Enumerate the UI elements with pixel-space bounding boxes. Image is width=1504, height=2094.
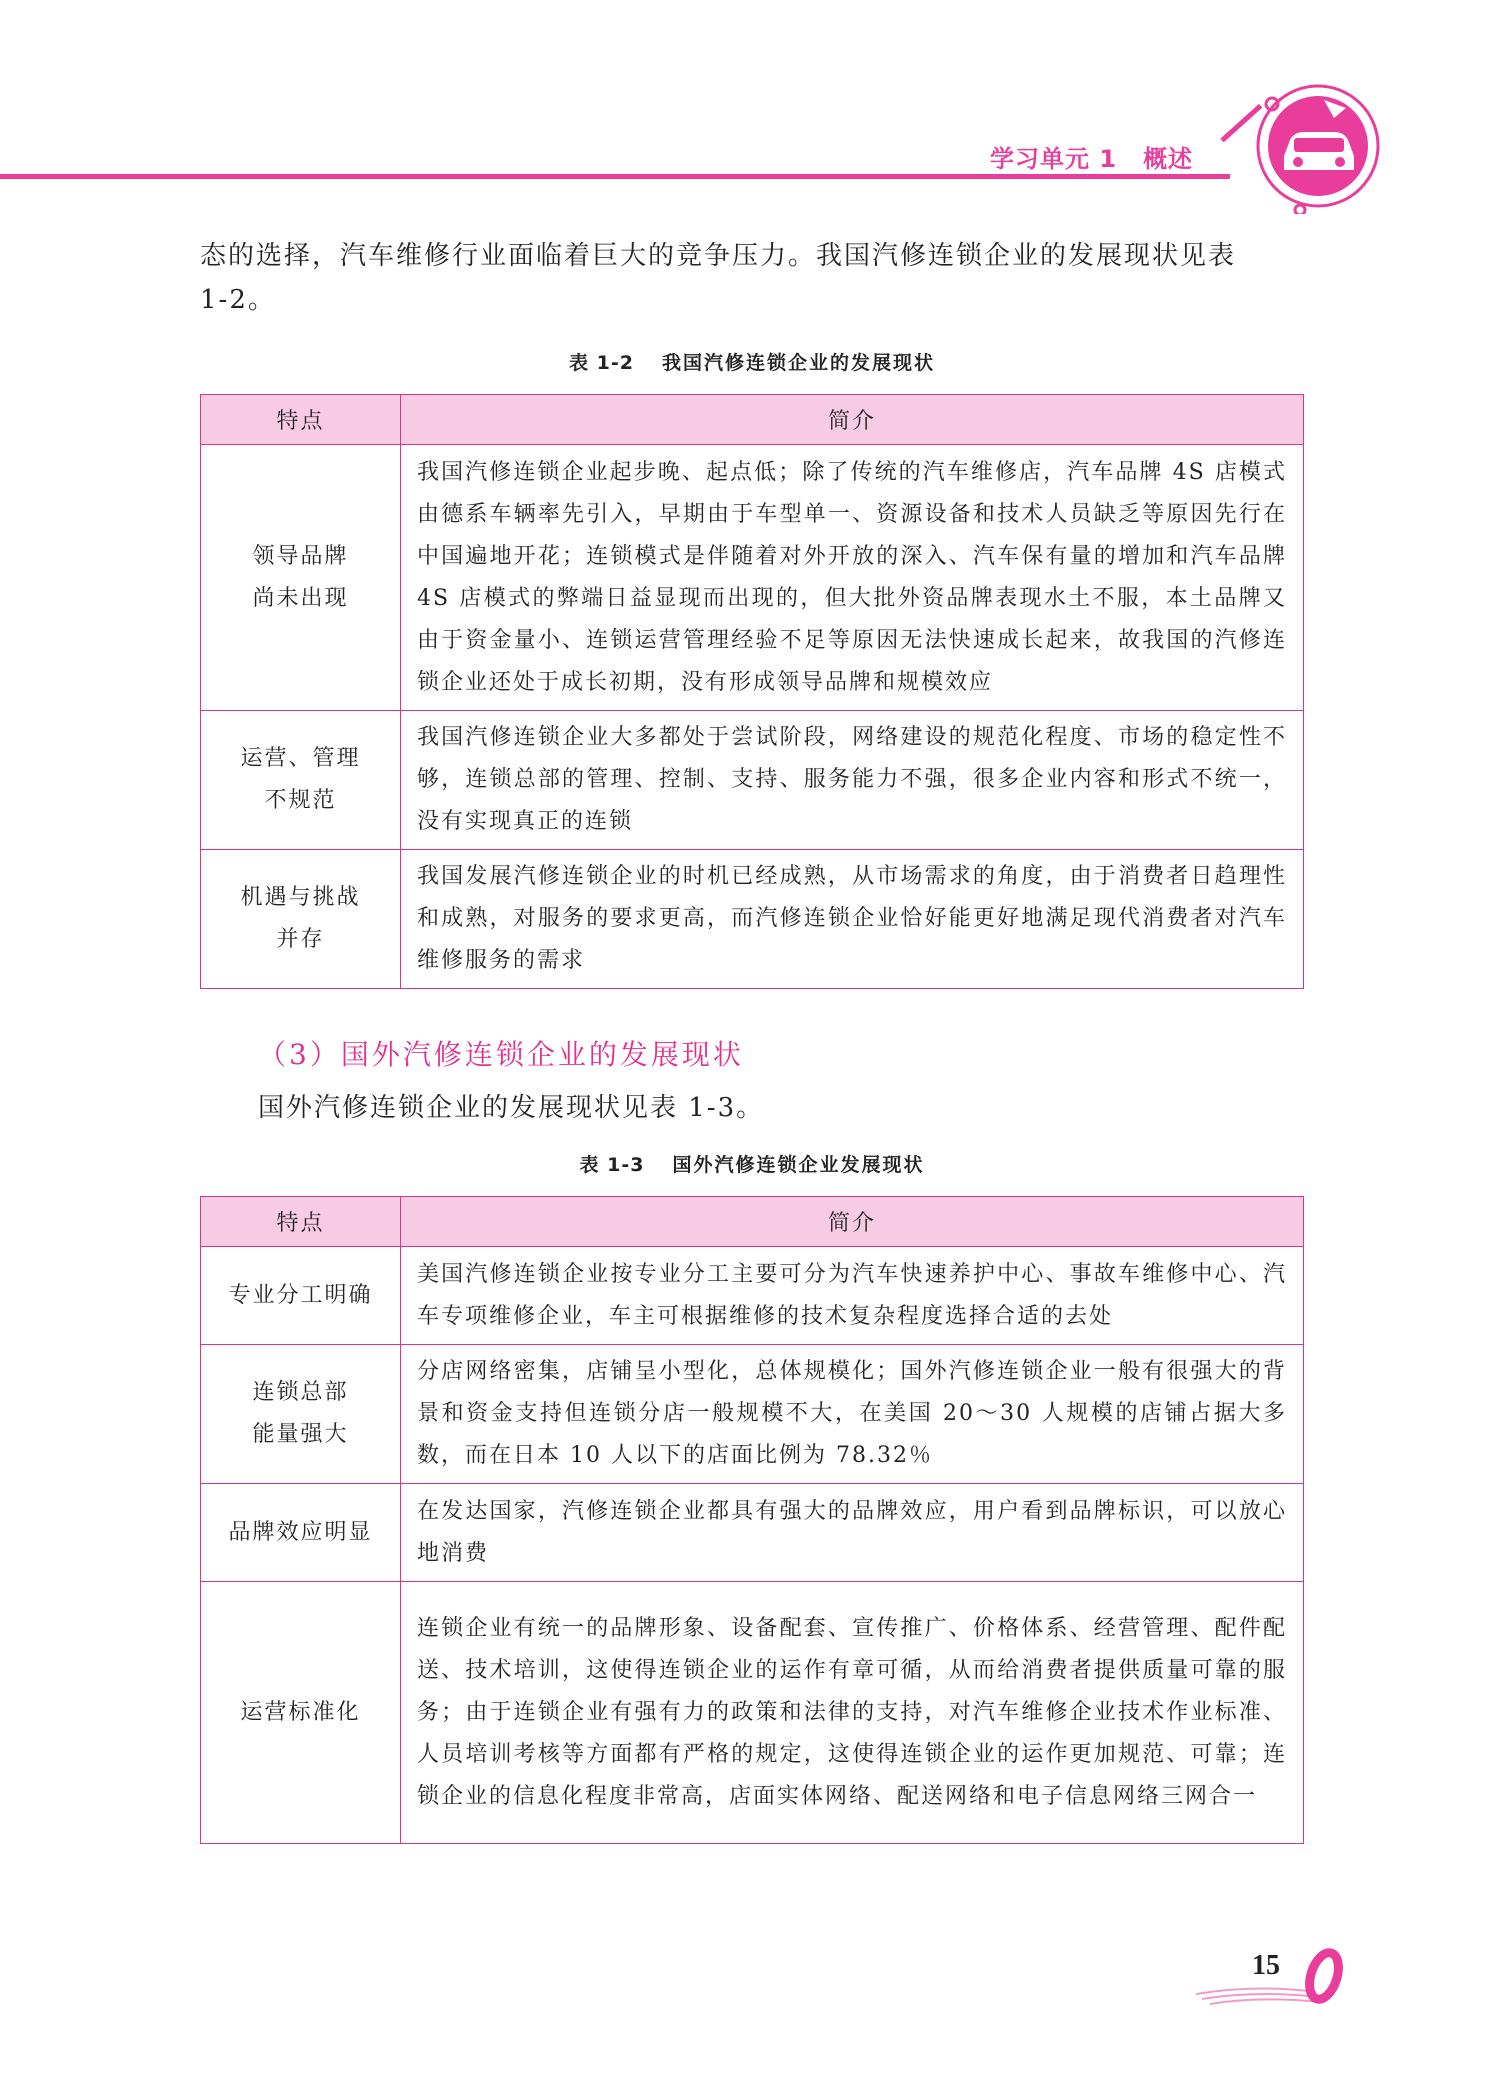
intro-line-1: 态的选择，汽车维修行业面临着巨大的竞争压力。我国汽修连锁企业的发展现状见表	[200, 241, 1237, 271]
description-cell: 连锁企业有统一的品牌形象、设备配套、宣传推广、价格体系、经营管理、配件配送、技术培训，这使得连锁企业的运作有章可循，从而给消费者提供质量可靠的服务；由于连锁企业有强有力的政策和法律的支持，对汽车维修企业技术作业标准、人员培训考核等方面都有严格的规定，这使得连锁企业的运作更加规范、可靠；连锁企业的信息化程度非常高，店面实体网络、配送网络和电子信息网络三网合一	[401, 1582, 1304, 1844]
table-2-caption	[0, 1150, 1504, 1177]
table-1	[200, 394, 1304, 989]
feature-cell	[201, 1345, 401, 1484]
feature-line: 品牌效应明显	[228, 1519, 373, 1545]
header-feature: 特点	[201, 1197, 401, 1247]
feature-line: 能量强大	[252, 1422, 349, 1447]
feature-cell	[201, 711, 401, 850]
section-paragraph: 国外汽修连锁企业的发展现状见表 1-3。	[258, 1093, 765, 1123]
feature-line: 运营、管理	[240, 746, 361, 771]
feature-line: 并存	[276, 927, 325, 952]
table-row	[201, 445, 1304, 711]
description-cell: 美国汽修连锁企业按专业分工主要可分为汽车快速养护中心、事故车维修中心、汽车专项维修企业，车主可根据维修的技术复杂程度选择合适的去处	[401, 1247, 1304, 1345]
feature-line: 连锁总部	[252, 1380, 349, 1405]
table-row	[201, 1247, 1304, 1345]
feature-cell	[201, 445, 401, 711]
feature-line: 不规范	[264, 788, 337, 813]
feature-cell	[201, 1484, 401, 1582]
description-cell: 我国发展汽修连锁企业的时机已经成熟，从市场需求的角度，由于消费者日趋理性和成熟，对服务的要求更高，而汽修连锁企业恰好能更好地满足现代消费者对汽车维修服务的需求	[401, 850, 1304, 989]
table-row	[201, 850, 1304, 989]
table-row	[201, 1582, 1304, 1844]
feature-line: 领导品牌	[252, 543, 349, 569]
intro-paragraph	[200, 234, 1304, 322]
header-description: 简介	[401, 395, 1304, 445]
header-description: 简介	[401, 1197, 1304, 1247]
description-cell: 在发达国家，汽修连锁企业都具有强大的品牌效应，用户看到品牌标识，可以放心地消费	[401, 1484, 1304, 1582]
description-cell: 分店网络密集，店铺呈小型化，总体规模化；国外汽修连锁企业一般有很强大的背景和资金支持但连锁分店一般规模不大，在美国 20～30 人规模的店铺占据大多数，而在日本 10 人以下的店面比例为 78.32％	[401, 1345, 1304, 1484]
table-1-caption	[0, 348, 1504, 375]
section-heading: （3）国外汽修连锁企业的发展现状	[258, 1038, 744, 1071]
table-2-title: 国外汽修连锁企业发展现状	[672, 1154, 925, 1176]
table-2-number: 表 1-3	[579, 1154, 645, 1176]
feature-cell	[201, 1582, 401, 1844]
chapter-title: 概述	[1143, 145, 1194, 173]
header-feature: 特点	[201, 395, 401, 445]
table-header-row	[201, 1197, 1304, 1247]
table-row	[201, 1345, 1304, 1484]
feature-line: 专业分工明确	[228, 1282, 373, 1308]
feature-cell	[201, 850, 401, 989]
table-header-row	[201, 395, 1304, 445]
feature-line: 机遇与挑战	[240, 885, 361, 910]
running-header	[990, 139, 1193, 173]
description-cell: 我国汽修连锁企业起步晚、起点低；除了传统的汽车维修店，汽车品牌 4S 店模式由德系车辆率先引入，早期由于车型单一、资源设备和技术人员缺乏等原因先行在中国遍地开花；连锁模式是伴随着对外开放的深入、汽车保有量的增加和汽车品牌 4S 店模式的弊端日益显现而出现的，但大批外资品牌表现水土不服，本土品牌又由于资金量小、连锁运营管理经验不足等原因无法快速成长起来，故我国的汽修连锁企业还处于成长初期，没有形成领导品牌和规模效应	[401, 445, 1304, 711]
description-cell: 我国汽修连锁企业大多都处于尝试阶段，网络建设的规范化程度、市场的稳定性不够，连锁总部的管理、控制、支持、服务能力不强，很多企业内容和形式不统一，没有实现真正的连锁	[401, 711, 1304, 850]
table-1-title: 我国汽修连锁企业的发展现状	[661, 352, 935, 374]
feature-line: 运营标准化	[240, 1699, 361, 1725]
header-rule	[0, 174, 1230, 179]
car-repair-logo-icon	[1250, 78, 1386, 214]
table-1-number: 表 1-2	[569, 352, 634, 374]
unit-label: 学习单元 1	[990, 145, 1118, 173]
feature-cell	[201, 1247, 401, 1345]
table-2	[200, 1196, 1304, 1844]
feature-line: 尚未出现	[252, 585, 349, 611]
page-number: 15	[1252, 1950, 1280, 1981]
intro-line-2: 1-2。	[200, 285, 276, 315]
table-row	[201, 1484, 1304, 1582]
table-row	[201, 711, 1304, 850]
